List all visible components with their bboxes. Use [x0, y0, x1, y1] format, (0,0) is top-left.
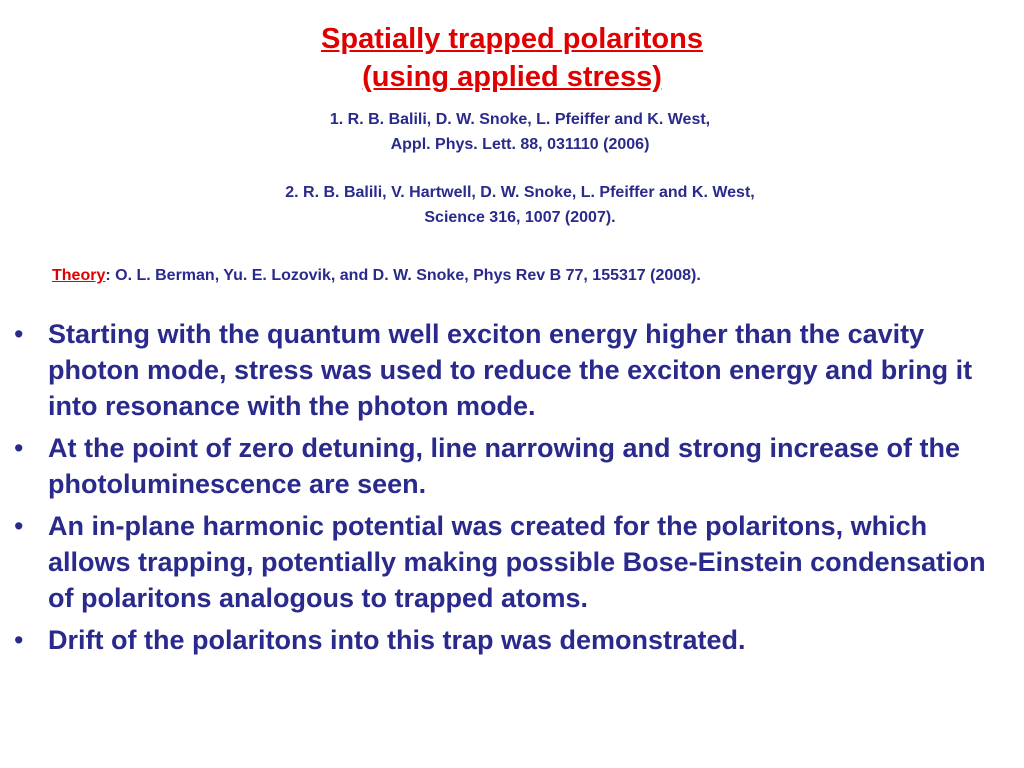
- slide-title: [0, 20, 1024, 96]
- bullet-item: [14, 508, 1010, 616]
- reference-2-line-1: 2. R. B. Balili, V. Hartwell, D. W. Snoke, L. Pfeiffer and K. West,: [285, 184, 755, 201]
- bullet-item: [14, 430, 1010, 502]
- title-line-1: Spatially trapped polaritons: [321, 23, 703, 55]
- reference-1-line-2: Appl. Phys. Lett. 88, 031110 (2006): [390, 136, 650, 153]
- bullet-list: [14, 316, 1010, 664]
- reference-1: [0, 107, 1024, 157]
- bullet-text: Starting with the quantum well exciton energy higher than the cavity photon mode, stress was used to reduce the exciton energy and bring it into resonance with the photon mode.: [48, 319, 973, 421]
- theory-reference: [52, 263, 701, 288]
- bullet-dot-icon: •: [14, 511, 24, 541]
- reference-2: [0, 180, 1024, 230]
- theory-text: : O. L. Berman, Yu. E. Lozovik, and D. W. Snoke, Phys Rev B 77, 155317 (2008).: [105, 267, 701, 284]
- bullet-dot-icon: •: [14, 319, 24, 349]
- bullet-item: [14, 622, 1010, 658]
- bullet-text: At the point of zero detuning, line narrowing and strong increase of the photoluminescence are seen.: [48, 433, 961, 499]
- bullet-item: [14, 316, 1010, 424]
- theory-label: Theory: [52, 267, 106, 284]
- reference-1-line-1: 1. R. B. Balili, D. W. Snoke, L. Pfeiffer and K. West,: [329, 111, 711, 128]
- bullet-text: Drift of the polaritons into this trap was demonstrated.: [48, 625, 746, 655]
- bullet-dot-icon: •: [14, 433, 24, 463]
- reference-2-line-2: Science 316, 1007 (2007).: [424, 209, 616, 226]
- bullet-dot-icon: •: [14, 625, 24, 655]
- title-line-2: (using applied stress): [362, 61, 662, 93]
- bullet-text: An in-plane harmonic potential was created for the polaritons, which allows trapping, potentially making possible Bose-Einstein condensation of polaritons analogous to trapped atoms.: [48, 511, 986, 613]
